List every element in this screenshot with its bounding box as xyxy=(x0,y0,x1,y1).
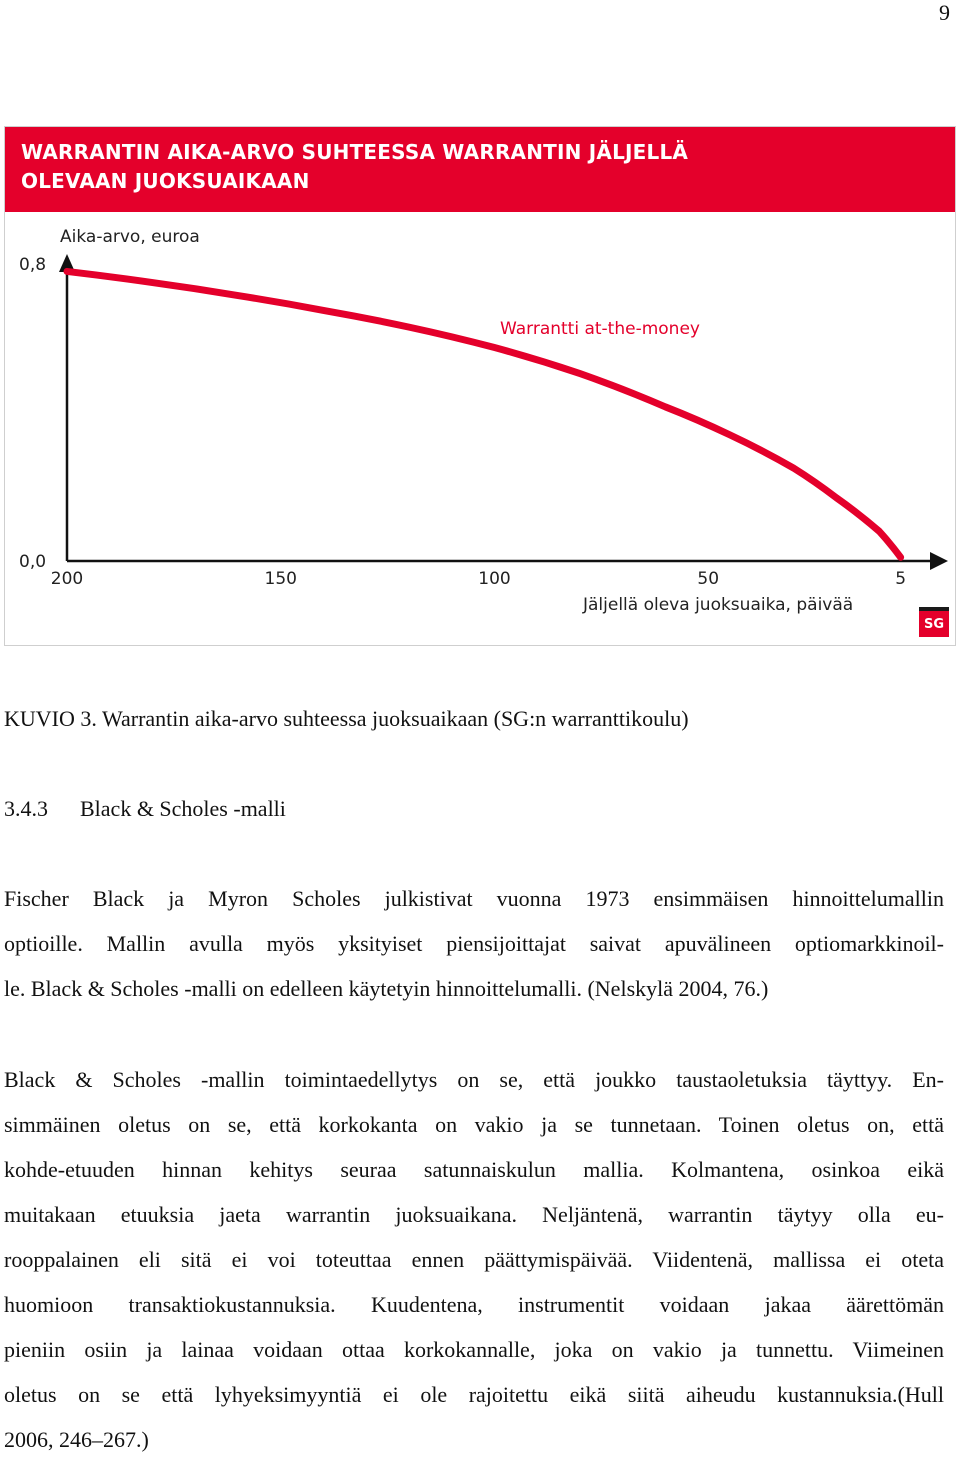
paragraph-line: le. Black & Scholes -malli on edelleen käytetyin hinnoittelumalli. (Nelskylä 2004, 76.) xyxy=(4,976,769,1001)
y-tick-label: 0,8 xyxy=(19,255,47,275)
x-tick-label: 200 xyxy=(50,569,84,589)
x-tick-label: 5 xyxy=(895,569,907,589)
paragraph-line: Fischer Black ja Myron Scholes julkistivat vuonna 1973 ensimmäisen hinnoittelumallin xyxy=(4,886,944,911)
figure-chart xyxy=(4,126,956,646)
paragraph-line: optioille. Mallin avulla myös yksityiset piensijoittajat saivat apuvälineen optiomarkkinoil- xyxy=(4,931,944,956)
paragraph-1 xyxy=(4,876,944,1011)
paragraph-line: muitakaan etuuksia jaeta warrantin juoksuaikana. Neljäntenä, warrantin täytyy olla eu- xyxy=(4,1202,944,1227)
y-tick-label: 0,0 xyxy=(19,552,47,572)
series-label: Warrantti at-the-money xyxy=(500,319,700,339)
x-axis-arrow xyxy=(930,552,948,570)
paragraph-line: simmäinen oletus on se, että korkokanta on vakio ja se tunnetaan. Toinen oletus on, että xyxy=(4,1112,944,1137)
section-title: Black & Scholes -malli xyxy=(80,796,286,821)
section-number: 3.4.3 xyxy=(4,796,48,821)
page-number: 9 xyxy=(939,0,950,25)
paragraph-line: rooppalainen eli sitä ei voi toteuttaa ennen päättymispäivää. Viidentenä, mallissa ei oteta xyxy=(4,1247,944,1272)
series-line-warrantti xyxy=(67,271,901,557)
paragraph-2 xyxy=(4,1057,944,1462)
figure-title-line1: WARRANTIN AIKA-ARVO SUHTEESSA WARRANTIN JÄLJELLÄ xyxy=(21,140,689,164)
x-tick-label: 100 xyxy=(478,569,511,589)
x-tick-label: 150 xyxy=(264,569,297,589)
paragraph-line: oletus on se että lyhyeksimyyntiä ei ole rajoitettu eikä siitä aiheudu kustannuksia.(Hull xyxy=(4,1382,944,1407)
figure-title-line2: OLEVAAN JUOKSUAIKAAN xyxy=(21,169,310,193)
figure-caption: KUVIO 3. Warrantin aika-arvo suhteessa juoksuaikaan (SG:n warranttikoulu) xyxy=(4,706,689,731)
sg-logo: SG xyxy=(919,607,949,637)
x-axis-label: Jäljellä oleva juoksuaika, päivää xyxy=(583,595,854,615)
paragraph-line: pieniin osiin ja lainaa voidaan ottaa korkokannalle, joka on vakio ja tunnettu. Viimeinen xyxy=(4,1337,944,1362)
section-heading xyxy=(4,796,286,822)
y-axis-label: Aika-arvo, euroa xyxy=(60,227,200,247)
chart-svg xyxy=(5,212,955,645)
x-tick-label: 50 xyxy=(697,569,720,589)
figure-banner xyxy=(5,127,955,212)
paragraph-line: huomioon transaktiokustannuksia. Kuudentena, instrumentit voidaan jakaa äärettömän xyxy=(4,1292,944,1317)
paragraph-line: kohde-etuuden hinnan kehitys seuraa satunnaiskulun mallia. Kolmantena, osinkoa eikä xyxy=(4,1157,944,1182)
paragraph-line: 2006, 246–267.) xyxy=(4,1427,149,1452)
paragraph-line: Black & Scholes -mallin toimintaedellytys on se, että joukko taustaoletuksia täyttyy. En- xyxy=(4,1067,944,1092)
